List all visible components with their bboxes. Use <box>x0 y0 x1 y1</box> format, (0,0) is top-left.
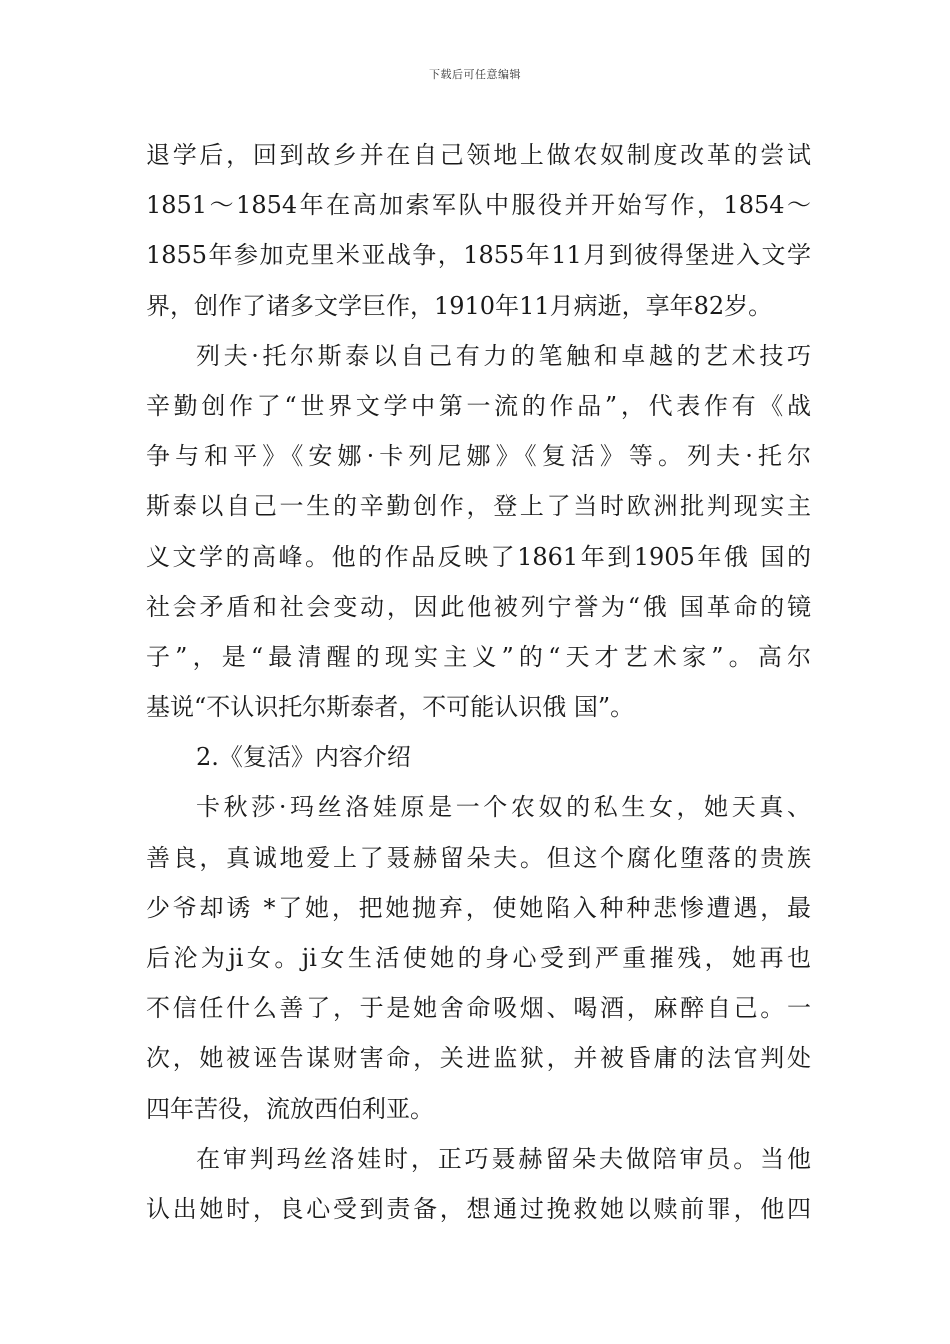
text-line: 少爷却诱 *了她，把她抛弃，使她陷入种种悲惨遭遇，最 <box>146 893 811 922</box>
text-line: 卡秋莎·玛丝洛娃原是一个农奴的私生女，她天真、 <box>196 793 811 822</box>
text-line: 次，她被诬告谋财害命，关进监狱，并被昏庸的法官判处 <box>146 1044 811 1073</box>
section-heading: 2.《复活》内容介绍 <box>196 743 411 772</box>
text-line: 辛勤创作了“世界文学中第一流的作品”，代表作有《战 <box>146 391 811 420</box>
page-header: 下载后可任意编辑 <box>429 68 521 81</box>
text-line: 在审判玛丝洛娃时，正巧聂赫留朵夫做陪审员。当他 <box>196 1144 811 1173</box>
text-line: 不信任什么善了，于是她舍命吸烟、喝酒，麻醉自己。一 <box>146 994 811 1023</box>
text-line: 认出她时，良心受到责备，想通过挽救她以赎前罪，他四 <box>146 1194 811 1223</box>
text-line: 四年苦役，流放西伯利亚。 <box>146 1094 434 1123</box>
text-line: 社会矛盾和社会变动，因此他被列宁誉为“俄 国革命的镜 <box>146 592 811 621</box>
text-line: 界，创作了诸多文学巨作，1910年11月病逝，享年82岁。 <box>146 291 773 320</box>
text-line: 善良，真诚地爱上了聂赫留朵夫。但这个腐化堕落的贵族 <box>146 843 811 872</box>
text-line: 1851～1854年在高加索军队中服役并开始写作，1854～ <box>146 191 811 220</box>
text-line: 争与和平》《安娜·卡列尼娜》《复活》等。列夫·托尔 <box>146 442 811 471</box>
text-line: 退学后，回到故乡并在自己领地上做农奴制度改革的尝试 <box>146 141 811 169</box>
text-line: 子”，是“最清醒的现实主义”的“天才艺术家”。高尔 <box>146 642 811 671</box>
text-line: 斯泰以自己一生的辛勤创作，登上了当时欧洲批判现实主 <box>146 492 811 521</box>
text-line: 1855年参加克里米亚战争，1855年11月到彼得堡进入文学 <box>146 241 811 270</box>
text-line: 列夫·托尔斯泰以自己有力的笔触和卓越的艺术技巧 <box>196 341 811 370</box>
text-line: 后沦为ji女。ji女生活使她的身心受到严重摧残，她再也 <box>146 944 811 972</box>
document-body <box>146 130 811 1234</box>
text-line: 基说“不认识托尔斯泰者，不可能认识俄 国”。 <box>146 693 635 722</box>
text-line: 义文学的高峰。他的作品反映了1861年到1905年俄 国的 <box>146 542 811 571</box>
